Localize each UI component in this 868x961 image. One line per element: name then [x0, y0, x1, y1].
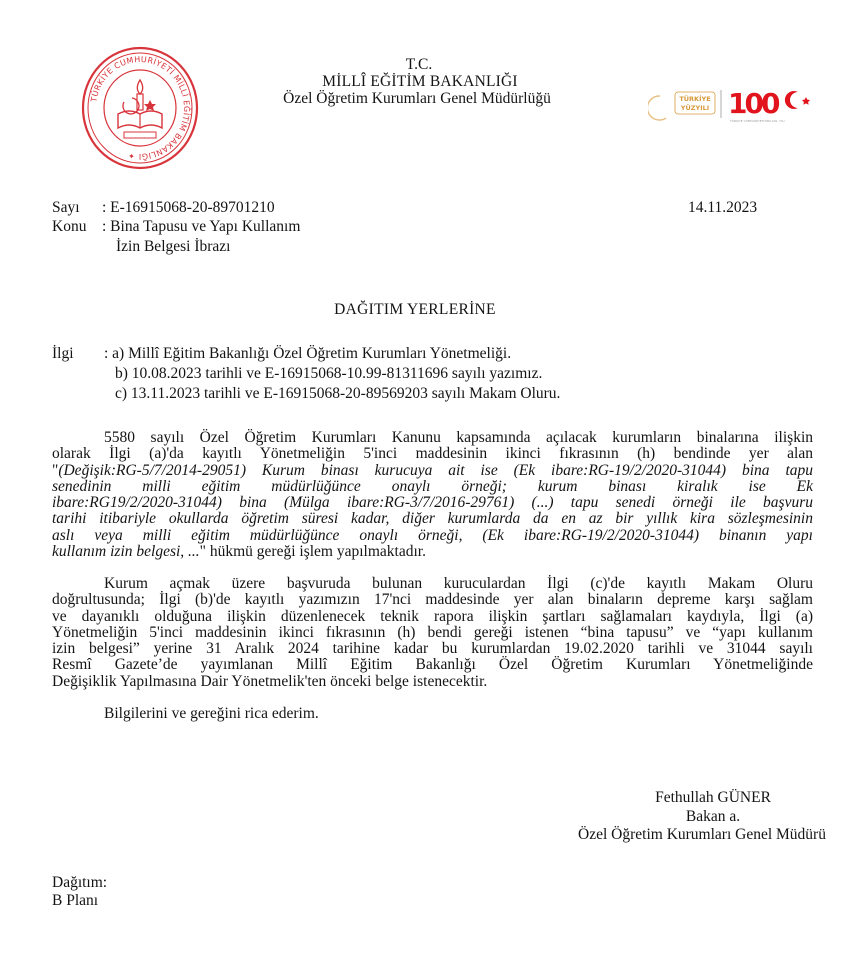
- p1-line: aslı veya milli eğitim müdürlüğünce onaylı örneği, (Ek ibare:RG-19/2/2020-31044) binanın yapı: [52, 526, 813, 544]
- distribution-label: Dağıtım:: [52, 874, 108, 891]
- p1-quote-text: (Değişik:RG-5/7/2014-29051) Kurum binası kurucuya ait ise (Ek ibare:RG-19/2/2020-31044) bina tapu: [58, 461, 813, 479]
- paragraph-1: [52, 430, 813, 560]
- p2-line: Yönetmeliğin 5'inci maddesinin ikinci fıkrasının (h) bendi gereği istenen “bina tapusu” ve “yapı kullanım: [52, 623, 813, 641]
- signature-block: [530, 790, 830, 846]
- konu-value-line2: İzin Belgesi İbrazı: [116, 238, 231, 255]
- svg-text:TÜRKİYE CUMHURİYETİ MİLLÎ EĞİT: TÜRKİYE CUMHURİYETİ MİLLÎ EĞİTİM BAKANLIĞI ✦: [89, 54, 192, 162]
- ilgi-item-b: b) 10.08.2023 tarihli ve E-16915068-10.99-81311696 sayılı yazımız.: [115, 365, 543, 382]
- header-tc: T.C.: [405, 56, 433, 73]
- turkiye-yuzyili-logo-icon: [648, 78, 828, 128]
- p2-line: Resmî Gazete’de yayımlanan Millî Eğitim Bakanlığı Özel Öğretim Kurumları Yönetmeliğinde: [52, 656, 813, 674]
- addressee-text: DAĞITIM YERLERİNE: [334, 301, 496, 318]
- logo-word-turkiye: TÜRKİYE: [679, 95, 711, 103]
- p2-line: izin belgesi” yerine 31 Aralık 2024 tarihine kadar bu kurumlardan 19.02.2020 tarihli ve 31044 sayılı: [52, 640, 813, 658]
- logo-number-100: 100: [728, 87, 778, 120]
- p1-closing: " hükmü gereği işlem yapılmaktadır.: [199, 543, 426, 561]
- header-ministry: MİLLÎ EĞİTİM BAKANLIĞI: [322, 73, 518, 90]
- sayi-label: Sayı: [52, 199, 80, 216]
- signatory-title-2: Özel Öğretim Kurumları Genel Müdürü: [578, 826, 826, 843]
- p1-line: [52, 544, 813, 560]
- paragraph-2: [52, 576, 813, 690]
- distribution-item: B Planı: [52, 892, 99, 909]
- signatory-name: Fethullah GÜNER: [655, 789, 771, 806]
- header-directorate: Özel Öğretim Kurumları Genel Müdürlüğü: [283, 90, 551, 107]
- p1-line: tarihi itibariyle okullarda öğretim süresi kadar, diğer kurumlarda da en az bir yıllık kira sözleşmesinin: [52, 510, 813, 528]
- p1-line: senedinin milli eğitim müdürlüğünce onaylı örneği; kurum binası kiralık ise Ek: [52, 477, 813, 495]
- p2-line: doğrultusunda; İlgi (b)'de kayıtlı yazımızın 17'nci maddesinde yer alan binaların depreme karşı sağlam: [52, 591, 813, 609]
- paragraph-3: [52, 706, 813, 722]
- document-subject: [52, 219, 300, 235]
- document-number: [52, 200, 275, 216]
- p2-line: Değişiklik Yapılmasına Dair Yönetmelik'ten önceki belge istenecektir.: [52, 672, 488, 690]
- logo-tagline: TÜRKİYE CUMHURİYETİ'NİN 100. YILI: [730, 119, 785, 123]
- p1-line: olarak İlgi (a)'da kayıtlı Yönetmeliğin 5'inci maddesinin ikinci fıkrasının (h) bendinde yer alan: [52, 445, 813, 463]
- sayi-value: : E-16915068-20-89701210: [102, 199, 275, 216]
- logo-word-yuzyili: YÜZYILI: [680, 104, 710, 112]
- p2-line: ve dayanıklı olduğuna ilişkin düzenlenecek teknik rapora ilişkin şartları sağlamaları kaydıyla, İlgi (a): [52, 607, 813, 625]
- addressee-heading: [0, 302, 868, 318]
- p1-line: ibare:RG19/2/2020-31044) bina (Mülga ibare:RG-3/7/2016-29761) (...) tapu senedi örneği ile başvuru: [52, 494, 813, 512]
- p1-line: [52, 463, 813, 479]
- p1-quote-open: ": [52, 461, 59, 479]
- konu-value: : Bina Tapusu ve Yapı Kullanım: [102, 218, 301, 235]
- ilgi-item-a: : a) Millî Eğitim Bakanlığı Özel Öğretim Kurumları Yönetmeliği.: [104, 345, 512, 362]
- document-date: 14.11.2023: [688, 199, 758, 216]
- p2-line: Kurum açmak üzere başvuruda bulunan kuruculardan İlgi (c)'de kayıtlı Makam Oluru: [104, 575, 813, 592]
- ilgi-label: İlgi: [52, 345, 74, 362]
- signatory-title-1: Bakan a.: [685, 807, 741, 825]
- p1-line: 5580 sayılı Özel Öğretim Kurumları Kanunu kapsamında açılacak kurumların binalarına ilişkin: [104, 429, 813, 446]
- konu-label: Konu: [52, 218, 87, 235]
- p3-line: Bilgilerini ve gereğini rica ederim.: [104, 705, 319, 722]
- p1-quote-end: kullanım izin belgesi, ...: [52, 543, 200, 561]
- ilgi-item-c: c) 13.11.2023 tarihli ve E-16915068-20-89569203 sayılı Makam Oluru.: [115, 385, 561, 402]
